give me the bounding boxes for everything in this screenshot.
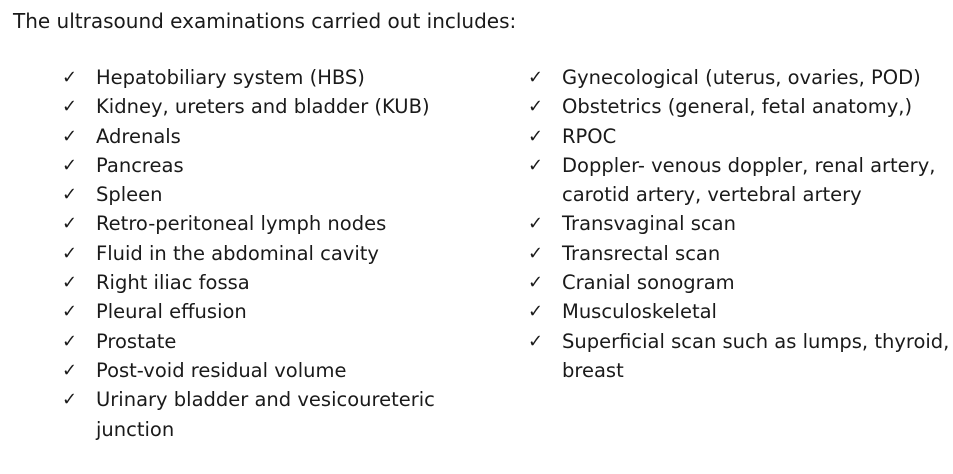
checkmark-icon: ✓ [528, 96, 544, 118]
checklist-item [62, 151, 462, 180]
checkmark-icon: ✓ [62, 125, 78, 147]
checklist-item-label [96, 239, 462, 268]
checklist-item-label [96, 180, 462, 209]
checkmark-icon: ✓ [528, 272, 544, 294]
left-checklist [62, 63, 462, 444]
checkmark-icon: ✓ [62, 330, 78, 352]
checklist-item-line: Transvaginal scan [562, 212, 736, 236]
checklist-item-line: Pleural effusion [96, 300, 247, 324]
checklist-item [62, 327, 462, 356]
checkmark-icon: ✓ [62, 242, 78, 264]
checkmark-icon: ✓ [528, 301, 544, 323]
checklist-item-line: Cranial sonogram [562, 271, 735, 295]
checklist-item-label [96, 151, 462, 180]
intro-text: The ultrasound examinations carried out includes: [13, 9, 517, 33]
checkmark-icon: ✓ [62, 67, 78, 88]
checklist-item-label [96, 92, 462, 121]
checklist-item [62, 63, 462, 92]
checklist-item-line: Doppler- venous doppler, renal artery, [562, 153, 936, 177]
checklist-item-line: Right iliac fossa [96, 271, 250, 295]
checklist-item-line: junction [96, 417, 175, 441]
checklist-item [528, 297, 948, 326]
checkmark-icon: ✓ [528, 154, 544, 176]
checklist-item-label [562, 63, 948, 92]
checklist-item-line: Urinary bladder and vesicoureteric [96, 388, 435, 412]
checkmark-icon: ✓ [528, 213, 544, 235]
checklist-item-label [562, 268, 948, 297]
checklist-item [528, 239, 948, 268]
checkmark-icon: ✓ [62, 359, 78, 381]
checkmark-icon: ✓ [62, 301, 78, 323]
checklist-item [62, 180, 462, 209]
checklist-item-label [562, 327, 948, 386]
checkmark-icon: ✓ [528, 330, 544, 352]
checklist-item [528, 327, 948, 386]
checklist-item [528, 151, 948, 210]
checklist-item-line: Kidney, ureters and bladder (KUB) [96, 95, 430, 119]
checklist-item-line: Post-void residual volume [96, 358, 347, 382]
checklist-item-label [562, 239, 948, 268]
checklist-item-label [96, 209, 462, 238]
checklist-item-line: Transrectal scan [562, 241, 721, 265]
checklist-item-line: Gynecological (uterus, ovaries, POD) [562, 66, 921, 89]
checklist-item-label [96, 63, 462, 92]
checklist-item [528, 92, 948, 121]
checklist-item [62, 239, 462, 268]
checklist-item [62, 209, 462, 238]
checklist-item-label [562, 92, 948, 121]
checklist-item-label [96, 327, 462, 356]
checklist-item-line: Fluid in the abdominal cavity [96, 241, 379, 265]
checklist-item [62, 385, 462, 444]
checklist-item-line: Spleen [96, 183, 163, 207]
checklist-item-line: carotid artery, vertebral artery [562, 183, 862, 207]
checklist-item-line: Obstetrics (general, fetal anatomy,) [562, 95, 913, 119]
checkmark-icon: ✓ [528, 242, 544, 264]
checkmark-icon: ✓ [62, 154, 78, 176]
checklist-item-line: Pancreas [96, 153, 184, 177]
checklist-item-line: Superficial scan such as lumps, thyroid, [562, 329, 950, 353]
checklist-item [62, 92, 462, 121]
checklist-item [62, 297, 462, 326]
checklist-item-line: Adrenals [96, 124, 181, 148]
checkmark-icon: ✓ [62, 213, 78, 235]
checkmark-icon: ✓ [528, 67, 544, 88]
checkmark-icon: ✓ [62, 96, 78, 118]
checklist-item-label [562, 209, 948, 238]
checklist-item-label [96, 268, 462, 297]
checklist-item-label [96, 122, 462, 151]
right-checklist [528, 63, 948, 385]
checklist-item-line: RPOC [562, 124, 617, 148]
checklist-item [62, 122, 462, 151]
checklist-item-label [96, 385, 462, 444]
checklist-item-label [96, 297, 462, 326]
checklist-item [528, 268, 948, 297]
checklist-item-line: Retro-peritoneal lymph nodes [96, 212, 387, 236]
checklist-item [528, 63, 948, 92]
checklist-item-label [562, 122, 948, 151]
checklist-item-label [562, 297, 948, 326]
checkmark-icon: ✓ [528, 125, 544, 147]
checklist-item-line: Musculoskeletal [562, 300, 717, 324]
checklist-item [528, 122, 948, 151]
checklist-item-line: breast [562, 358, 624, 382]
checklist-item [528, 209, 948, 238]
checklist-item [62, 356, 462, 385]
checkmark-icon: ✓ [62, 184, 78, 206]
checklist-item-line: Prostate [96, 329, 177, 353]
checklist-item-label [96, 356, 462, 385]
checklist-item [62, 268, 462, 297]
checklist-item-label [562, 151, 948, 210]
checkmark-icon: ✓ [62, 389, 78, 411]
checklist-item-line: Hepatobiliary system (HBS) [96, 66, 365, 89]
checkmark-icon: ✓ [62, 272, 78, 294]
